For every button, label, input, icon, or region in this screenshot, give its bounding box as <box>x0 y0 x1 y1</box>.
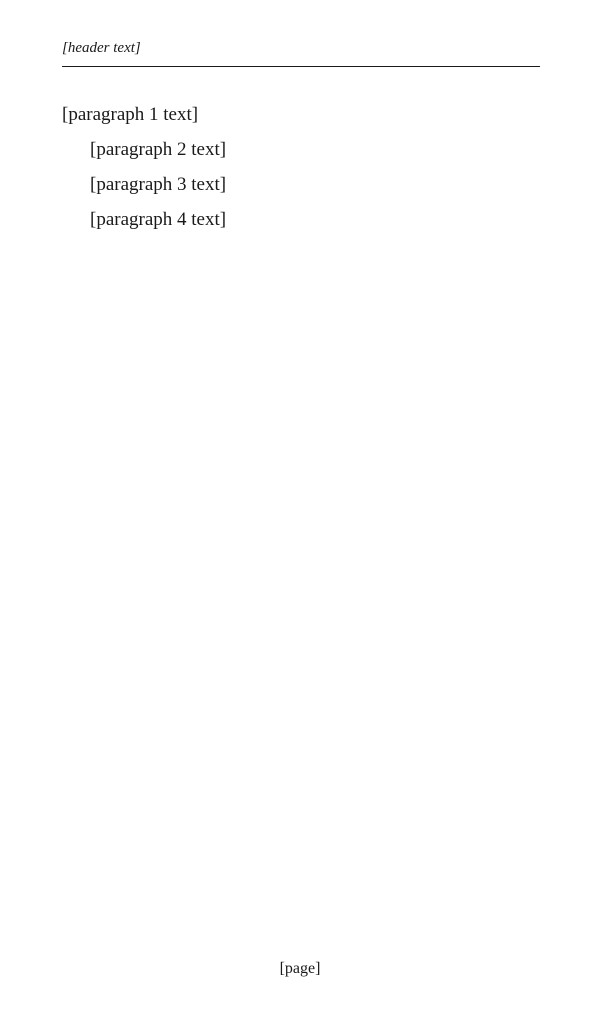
body-text <box>62 101 540 233</box>
running-header: [header text] <box>62 38 540 67</box>
book-page <box>62 38 540 978</box>
paragraph-2: [paragraph 2 text] <box>90 139 227 160</box>
page-number: [page] <box>279 960 321 977</box>
paragraph-4: [paragraph 4 text] <box>90 209 227 230</box>
paragraph-3: [paragraph 3 text] <box>90 174 227 195</box>
paragraph-1: [paragraph 1 text] <box>62 104 199 125</box>
